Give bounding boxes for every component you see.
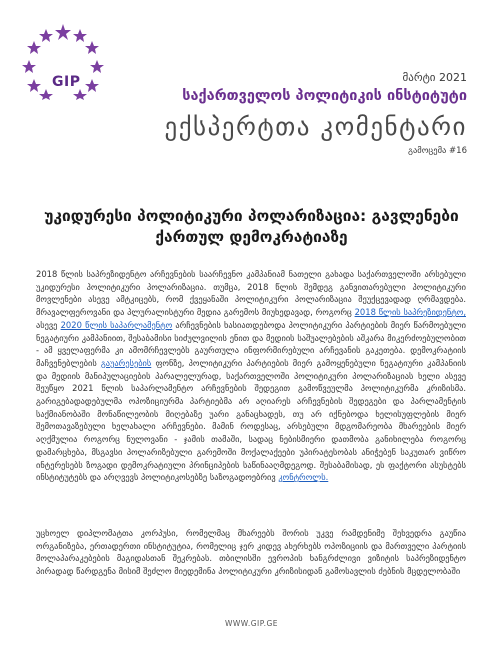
footer-url[interactable]: WWW.GIP.GE [224,619,279,628]
body-paragraph-2: უცხოელ დიპლომატთა კორპუსი, რომელმაც მხარეებს შორის უკვე რამდენიმე შეხვედრა გაუწია ორგანიზება, ერთადერთი ინსტიტუტია, რომელიც ჯერ კიდევ ახერხებს ოპოზიციის და მართველი პარტიის მოლაპარაკებების მაგიდასთან შეკრებას. თბილისში ევროპის ხანგრძლივი ვიზიტის საპრეზიდენტო პირადად წარდგენა მისიმ შეძლო მიედემინა პოლიტიკური კრიზისიდან გამოსავლის ძებნის მცდელობაში [36,528,466,577]
publication-date: მარტი 2021 [402,71,467,84]
paragraph-text: ასევე [36,319,61,330]
paragraph-text: არჩევნების ხასიათდებოდა პოლიტიკური პარტიების მიერ წარმოებული ნეგატიური კამპანიით, შესაბამისი სიძულვილის ენით და მედიის საშუალებების აშკარა მიკერძოებულობით - ამ ყველაფერმა კი ამომრჩევლებს გაურთულა ინფორმირებული არჩევანის გაკეთება. დემოკრატიის მაჩვენებლების [36,319,466,368]
issue-number: გამოცემა #16 [408,146,467,156]
title-line-1: უკიდურესი პოლიტიკური პოლარიზაცია: გავლენები [44,207,459,225]
body-paragraph-1 [36,268,466,484]
institute-name: საქართველოს პოლიტიკის ინსტიტუტი [182,88,467,104]
link-deterioration[interactable]: გაუარესების [100,357,152,368]
series-title: ექსპერტთა კომენტარი [164,112,467,141]
link-2018-presidential[interactable]: 2018 წლის საპრეზიდენტო, [354,307,466,318]
paragraph-text: 2018 წლის საპრეზიდენტო არჩევნების საარჩევნო კამპანიამ ნათელი გახადა საქართველოში არსებული უკიდურესი პოლიტიკური პოლარიზაცია. თუმცა, 2018 წლის შემდეგ განვითარებული პოლიტიკური მოვლენები ასევე ამტკიცებს, რომ ქვეყანაში პოლიტიკური პოლარიზაცია შეუქცევადად ღრმავდება. მრავალფეროვანი და პლურალისტური მედია გარემოს მიუხედავად, როგორც [36,269,466,318]
paragraph-text: ფონზე, პოლიტიკური პარტიების მიერ გამოყენებული ნეგატიური კამპანიის და მედიის მანიპულაციების პარალელურად, საქართველოში პოლიტიკური პოლარიზაციას ხელი ასევე შეუწყო 2021 წლის საპარლამენტო არჩევნების შედეგით გამოწვეულმა პოლიტიკურმა კრიზისმა. გარიგებადადებულმა ოპოზიციურმა პარტიებმა არ აღიარეს არჩევნების შედეგები და პარლამენტის საქმიანობაში მონაწილეობის მიღებაზე უარი განაცხადეს, თუ არ იქნებოდა ხელისუფლების მიერ შემოთავაზებული ხელახალი არჩევნები. მამინ როდესაც, არსებული მდგომარეობა მხარეების მიერ აღქმულია როგორც ნულოვანი - ჯამის თამაში, სადაც ნებისმიერი დათმობა განიხილება როგორც დამარცხება, მსგავსი პოლარიზებული გარემოში მოქალაქეები უპირატესობას ანიჭებენ საკუთარ ვიწრო ინტერესებს ზოგადი დემოკრატიული პრინციპების საწინააღმდეგოდ. შესაბამისად, ეს ფაქტორი ასუსტებს ინსტიტუტებს და არღვევს პოლიტიკოსებზე საზოგადოებრივ [36,357,466,483]
gip-logo [18,22,108,100]
logo-text: GIP [52,74,81,90]
title-line-2: ქართულ დემოკრატიაზე [155,228,348,246]
document-title [40,206,463,248]
link-2020-parliamentary[interactable]: 2020 წლის საპარლამენტო [60,319,173,330]
link-control[interactable]: კონტროლს. [278,472,329,483]
